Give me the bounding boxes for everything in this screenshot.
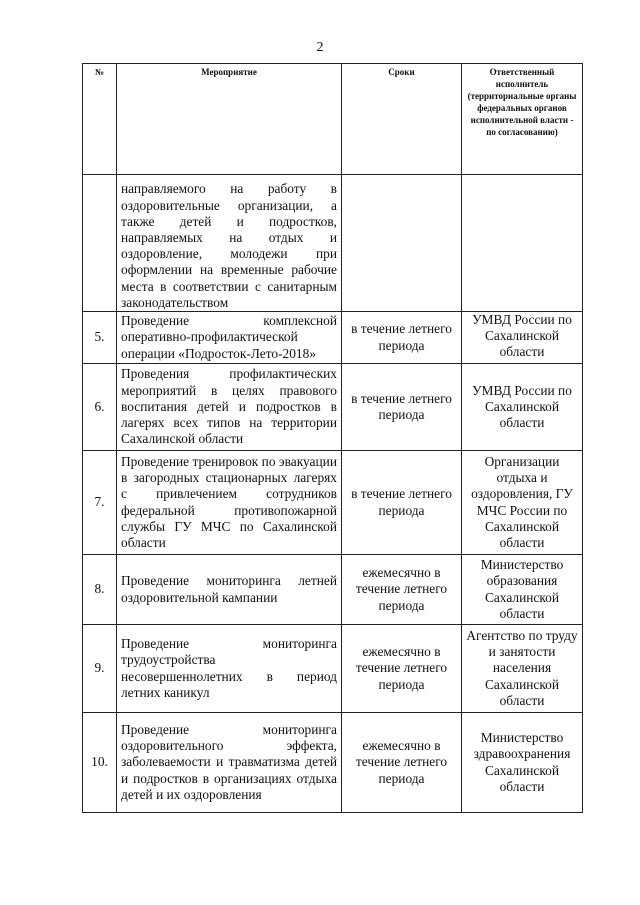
table-row [83,451,583,555]
row-number: 8. [83,555,117,625]
continuation-responsible-cell [462,175,583,312]
row-event: Проведение тренировок по эвакуации в загородных стационарных лагерях с привлечением сотрудников федеральной противопожарной службы ГУ МЧС по Сахалинской области [117,451,342,555]
row-event: Проведение мониторинга трудоустройства несовершеннолетних в период летних каникул [117,625,342,713]
header-event: Мероприятие [117,64,342,175]
row-terms: ежемесячно в течение летнего периода [342,713,462,813]
row-number: 7. [83,451,117,555]
continuation-number-cell [83,175,117,312]
row-responsible: Министерство здравоохранения Сахалинской области [462,713,583,813]
row-terms: ежемесячно в течение летнего периода [342,555,462,625]
row-event: Проведение мониторинга летней оздоровительной кампании [117,555,342,625]
row-event: Проведение мониторинга оздоровительного эффекта, заболеваемости и травматизма детей и подростков в организациях отдыха детей и их оздоровления [117,713,342,813]
table-row [83,364,583,451]
row-responsible: УМВД России по Сахалинской области [462,312,583,364]
continuation-event: направляемого на работу в оздоровительные организации, а также детей и подростков, направляемых на отдых и оздоровление, молодежи при оформлении на временные рабочие места в соответствии с санитарным законодательством [117,175,342,312]
table-row [83,625,583,713]
row-event: Проведения профилактических мероприятий в целях правового воспитания детей и подростков в лагерях всех типов на территории Сахалинской области [117,364,342,451]
continuation-terms-cell [342,175,462,312]
row-number: 10. [83,713,117,813]
row-responsible: УМВД России по Сахалинской области [462,364,583,451]
table-row-continuation [83,175,583,312]
header-number: № [83,64,117,175]
events-table [82,63,583,813]
row-terms: в течение летнего периода [342,312,462,364]
header-terms: Сроки [342,64,462,175]
table-header-row [83,64,583,175]
row-number: 6. [83,364,117,451]
table-row [83,312,583,364]
row-terms: в течение летнего периода [342,451,462,555]
table-row [83,713,583,813]
table-row [83,555,583,625]
row-responsible: Министерство образования Сахалинской области [462,555,583,625]
header-responsible: Ответственный исполнитель (территориальные органы федеральных органов исполнительной власти - по согласованию) [462,64,583,175]
row-responsible: Организации отдыха и оздоровления, ГУ МЧС России по Сахалинской области [462,451,583,555]
row-responsible: Агентство по труду и занятости населения Сахалинской области [462,625,583,713]
row-number: 5. [83,312,117,364]
row-number: 9. [83,625,117,713]
row-terms: ежемесячно в течение летнего периода [342,625,462,713]
page-number: 2 [316,40,324,55]
row-event: Проведение комплексной оперативно-профилактической операции «Подросток-Лето-2018» [117,312,342,364]
row-terms: в течение летнего периода [342,364,462,451]
